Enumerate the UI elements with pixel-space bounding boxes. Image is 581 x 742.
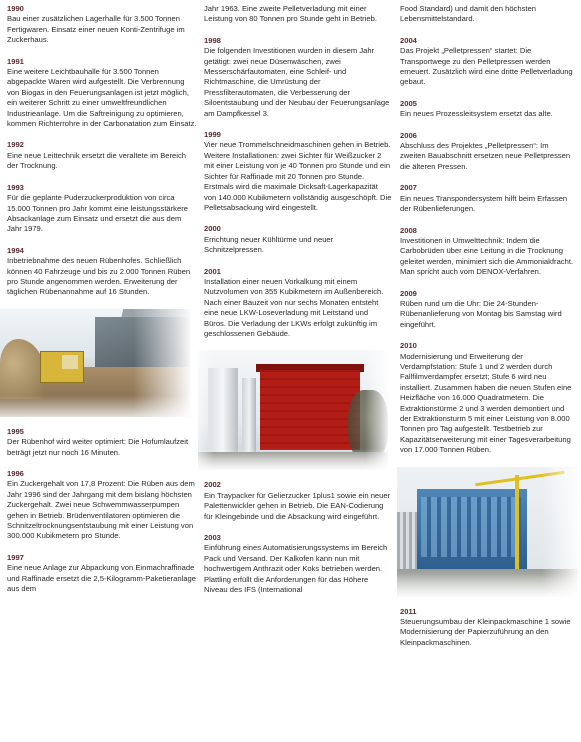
- entry-year: 2010: [400, 341, 417, 351]
- entry-1999: [204, 130, 392, 213]
- entry-text: Abschluss des Projektes „Pelletpressen“: Im zweiten Bauabschnitt ersetzen neue Pelletpressen die älteren Pressen.: [400, 141, 571, 171]
- entry-text: Installation einer neuen Vorkalkung mit einem Nutzvolumen von 355 Kubikmetern im Außenbereich. Nach einer Bauzeit von nur sechs Monaten entsteht eine neue LKW-Loseverladung mit Leitstand und Büros. Die Verladung der LKWs erfolgt zukünftig im geschlossenen Gebäude.: [204, 276, 384, 338]
- entry-text: Ein neues Transpondersystem hilft beim Erfassen der Rübenlieferungen.: [400, 193, 568, 214]
- entry-text: Einführung eines Automatisierungssystems im Bereich Pack und Versand. Der Kalkofen kann nun mit hochwertigem Anthrazit oder Koks betrieben werden. Plattling erfüllt die Anforderungen für das Höhere Niveau des IFS (International: [204, 543, 388, 595]
- entry-year: 2008: [400, 225, 417, 235]
- entry-1997: [7, 553, 197, 595]
- entry-2006: [400, 131, 576, 173]
- entry-year: 2003: [204, 533, 221, 542]
- entry-text: Der Rübenhof wird weiter optimiert: Die Hofumlaufzeit beträgt jetzt nur noch 16 Minuten.: [7, 437, 189, 457]
- entry-2007: [400, 183, 576, 214]
- entry-year: 2005: [400, 98, 417, 108]
- entry-year: 2000: [204, 224, 221, 234]
- entry-year: 1993: [7, 182, 24, 192]
- entry-1992: [7, 140, 197, 171]
- entry-2005: [400, 99, 576, 120]
- column-middle: [204, 4, 392, 606]
- entry-year: 1999: [204, 130, 221, 140]
- entry-year: 1990: [7, 4, 24, 13]
- timeline-group-6: [400, 607, 576, 649]
- entry-text: Ein Zuckergehalt von 17,8 Prozent: Die Rüben aus dem Jahr 1996 sind der Jahrgang mit dem bislang höchsten Zuckergehalt. Zwei neue Schwemmwasserpumpen gehen in Betrieb. Brüdenventilatoren optimieren die Schnitzeltrocknungsentstaubung mit einer Leistung von 300.000 Kubikmetern pro Stunde.: [7, 479, 195, 541]
- entry-text: Steuerungsumbau der Kleinpackmaschine 1 sowie Modernisierung der Papierzuführung an den Kleinpackmaschinen.: [400, 617, 571, 647]
- entry-text: Investitionen in Umwelttechnik: Indem die Carbobrüden über eine Leitung in die Trocknung geleitet werden, minimiert sich die Ammoniakfracht. Man spricht auch vom DENOX-Verfahren.: [400, 235, 574, 277]
- entry-text: Errichtung neuer Kühltürme und neuer Schnitzelpressen.: [204, 234, 334, 255]
- entry-1997-continued: [204, 4, 392, 25]
- entry-year: 1996: [7, 468, 24, 478]
- entry-text: Vier neue Trommelschneidmaschinen gehen in Betrieb. Weitere Installationen: zwei Sichter für Weißzucker 2 mit einer Leistung von je 40 Tonnen pro Stunde und ein Sichter für Raffinade mit 20 Tonnen pro Stunde. Erstmals wird die maximale Dicksaft-Lagerkapazität von 140.000 Kubikmetern vollständig ausgeschöpft. Die Pelletsabsackung wird eingestellt.: [204, 140, 392, 212]
- entry-text: Eine neue Leittechnik ersetzt die veraltete im Bereich der Trocknung.: [7, 150, 186, 171]
- entry-text: Ein neues Prozessleitsystem ersetzt das alte.: [400, 109, 553, 119]
- entry-1991: [7, 57, 197, 130]
- entry-text: Modernisierung und Erweiterung der Verdampfstation: Stufe 1 und 2 werden durch Fallfilmverdampfer ersetzt; Stufe 6 wird neu installiert. Zusammen haben die neuen Stufen eine Heizfläche von 16.000 Quadratmetern. Die Extraktionstürme 2 und 3 werden demontiert und der Extraktionsturm 5 mit einer Leistung von 8.000 Tonnen pro Tag aufgestellt. Testbetrieb zur Kapazitätserweiterung mit einer Tagesverarbeitung von 17.000 Tonnen Rüben.: [400, 351, 572, 455]
- entry-year: 1995: [7, 426, 24, 436]
- entry-text: Das Projekt „Pelletpressen“ startet: Die Transportwege zu den Pelletpressen werden erneuert. Zusätzlich wird eine dritte Pelletverladung gebaut.: [400, 46, 573, 87]
- entry-1994: [7, 246, 197, 298]
- entry-year: 2002: [204, 480, 221, 490]
- entry-2003: [204, 533, 392, 595]
- entry-2000: [204, 224, 392, 255]
- beet-yard-trucks-photo: [0, 309, 190, 417]
- entry-1998: [204, 36, 392, 119]
- entry-2008: [400, 226, 576, 278]
- entry-text: Jahr 1963. Eine zweite Pelletverladung mit einer Leistung von 80 Tonnen pro Stunde geht in Betrieb.: [204, 4, 377, 24]
- red-building-photo: [198, 350, 388, 470]
- entry-2004: [400, 36, 576, 88]
- timeline-group-1: [7, 4, 197, 298]
- entry-text: Rüben rund um die Uhr: Die 24-Stunden-Rübenanlieferung von Montag bis Samstag wird eingeführt.: [400, 298, 562, 329]
- entry-2011: [400, 607, 576, 649]
- entry-year: 2011: [400, 606, 417, 616]
- entry-year: 1997: [7, 552, 24, 562]
- entry-text: Ein Traypacker für Gelierzucker 1plus1 sowie ein neuer Palettenwickler gehen in Betrieb. Die EAN-Codierung für Kleingebinde und die Absackung wird eingeführt.: [204, 490, 391, 521]
- entry-text: Food Standard) und damit den höchsten Lebensmittelstandard.: [400, 4, 536, 24]
- blue-factory-photo: [397, 467, 578, 597]
- entry-year: 1992: [7, 140, 24, 150]
- entry-text: Die folgenden Investitionen wurden in diesem Jahr getätigt: zwei neue Düsenwäschen, zwei Messerschärfautomaten, eine Schleif- und Richtmaschine, die Umrüstung der Pressfilterautomaten, die Verbesserung der Siloentstaubung und der Neubau der Feuerungsanlage am Dampfkessel 3.: [204, 46, 390, 118]
- entry-1990: [7, 4, 197, 46]
- entry-year: 1998: [204, 35, 221, 45]
- entry-2001: [204, 267, 392, 340]
- timeline-group-5: [400, 4, 576, 456]
- entry-year: 2001: [204, 266, 221, 276]
- entry-year: 2006: [400, 130, 417, 140]
- entry-2009: [400, 289, 576, 331]
- entry-text: Inbetriebnahme des neuen Rübenhofes. Schließlich können 40 Fahrzeuge und bis zu 2.000 Tonnen Rüben pro Stunde angenommen werden. Erweiterung der täglichen Rübenannahme auf 16 Stunden.: [7, 256, 191, 297]
- entry-year: 1994: [7, 245, 24, 255]
- entry-1993: [7, 183, 197, 235]
- timeline-group-3: [204, 4, 392, 339]
- entry-year: 1991: [7, 56, 24, 66]
- entry-year: 2007: [400, 183, 417, 193]
- entry-year: 2004: [400, 35, 417, 45]
- entry-2003-continued: [400, 4, 576, 25]
- timeline-group-4: [204, 480, 392, 595]
- entry-2002: [204, 480, 392, 522]
- entry-1996: [7, 469, 197, 542]
- entry-year: 2009: [400, 288, 417, 298]
- entry-text: Eine weitere Leichtbauhalle für 3.500 Tonnen abgepackte Waren wird aufgestellt. Die Verbrennung von Biogas in den Feuerungsanlagen ist jetzt möglich, ein weiterer Schritt zu einer umweltfreundlichen Industrieanlage. Um die Saftreinigung zu optimieren, kommen Richterrohre in der Carbonatation zum Einsatz.: [7, 67, 197, 129]
- column-right: [400, 4, 576, 659]
- column-left: [7, 4, 197, 605]
- entry-text: Bau einer zusätzlichen Lagerhalle für 3.500 Tonnen Fertigwaren. Einsatz einer neuen Konti-Zentrifuge im Zuckerhaus.: [7, 14, 185, 45]
- entry-text: Für die geplante Puderzuckerproduktion von circa 15.000 Tonnen pro Jahr kommt eine leistungsstärkere Absackanlage zum Einsatz und ersetzt die aus dem Jahr 1979.: [7, 193, 188, 234]
- entry-2010: [400, 341, 576, 455]
- entry-text: Eine neue Anlage zur Abpackung von Einmachraffinade und Raffinade ersetzt die 2,5-Kilogramm-Paketieranlage aus dem: [7, 563, 196, 594]
- entry-1995: [7, 427, 197, 458]
- timeline-group-2: [7, 427, 197, 595]
